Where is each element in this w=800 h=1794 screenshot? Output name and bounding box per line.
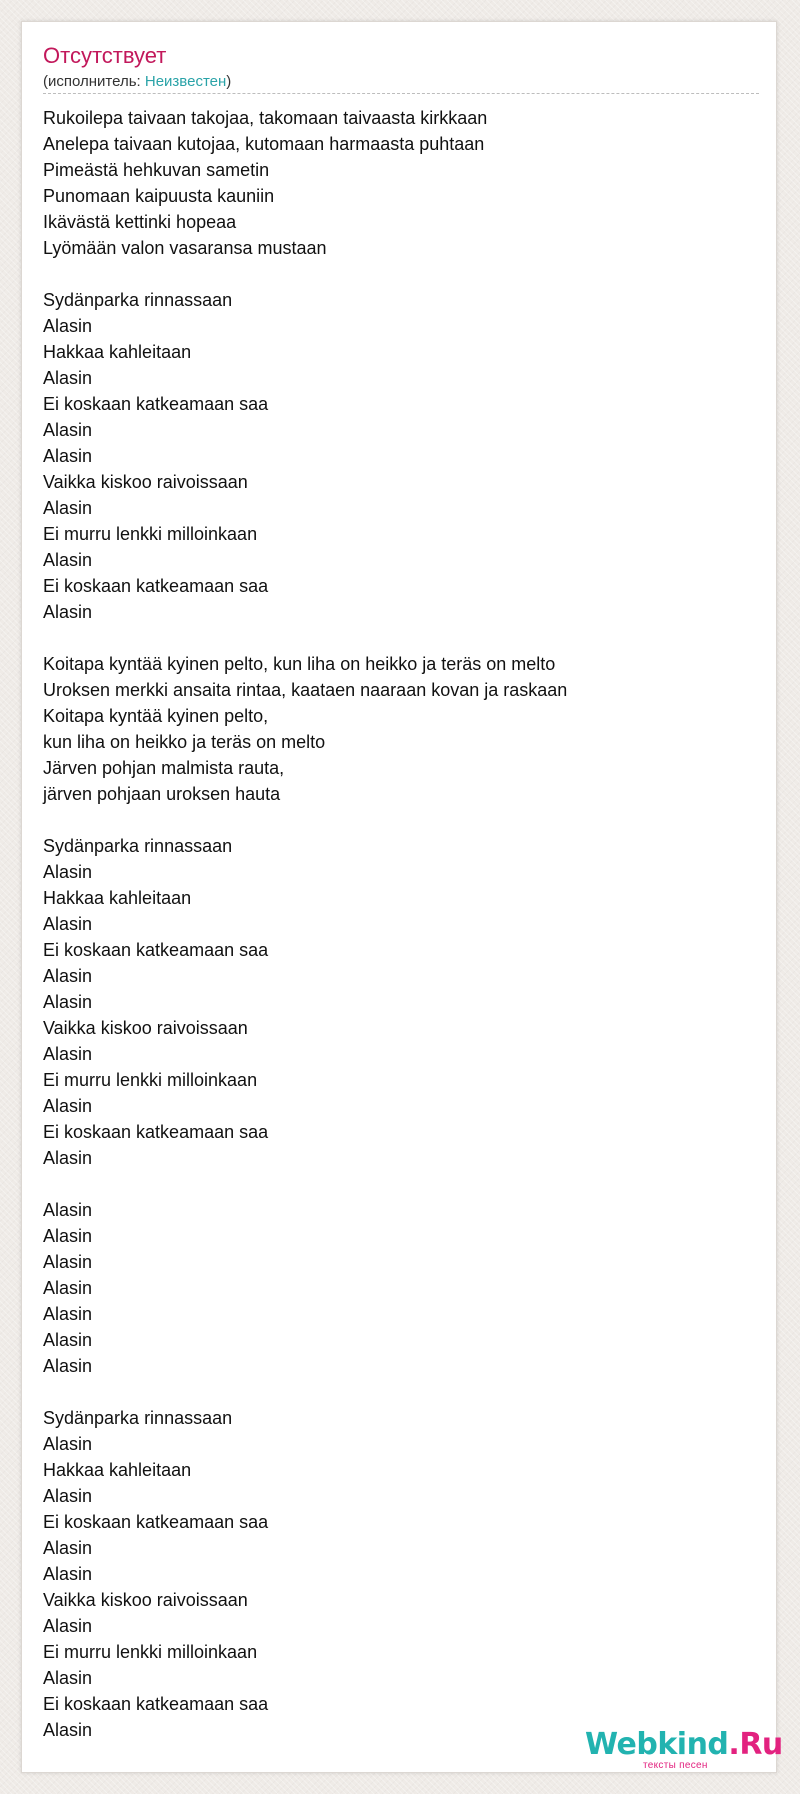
lyric-line: järven pohjaan uroksen hauta [43, 784, 281, 804]
lyrics-stanza [43, 651, 759, 807]
lyric-line: Alasin [43, 1486, 93, 1506]
artist-prefix: (исполнитель: [43, 73, 145, 90]
lyric-line: Alasin [43, 1278, 93, 1298]
lyric-line: Alasin [43, 1304, 93, 1324]
lyrics-card [21, 21, 777, 1773]
lyric-line: Ei koskaan katkeamaan saa [43, 1122, 269, 1142]
lyric-line: Punomaan kaipuusta kauniin [43, 186, 275, 206]
lyric-line: Ei koskaan katkeamaan saa [43, 1694, 269, 1714]
lyric-line: kun liha on heikko ja teräs on melto [43, 732, 326, 752]
artist-suffix: ) [226, 73, 232, 90]
logo-brand: Webkind [585, 1727, 729, 1762]
lyric-line: Alasin [43, 498, 93, 518]
lyric-line: Alasin [43, 550, 93, 570]
artist-link[interactable]: Неизвестен [144, 73, 227, 90]
lyric-line: Alasin [43, 1200, 93, 1220]
logo-tagline: тексты песен [643, 1760, 708, 1771]
logo-tld: Ru [739, 1727, 783, 1762]
lyric-line: Alasin [43, 316, 93, 336]
lyric-line: Rukoilepa taivaan takojaa, takomaan taivaasta kirkkaan [43, 108, 488, 128]
lyric-line: Vaikka kiskoo raivoissaan [43, 1018, 248, 1038]
lyric-line: Ikävästä kettinki hopeaa [43, 212, 237, 232]
lyric-line: Sydänparka rinnassaan [43, 290, 233, 310]
lyric-line: Alasin [43, 1668, 93, 1688]
lyric-line: Koitapa kyntää kyinen pelto, kun liha on heikko ja teräs on melto [43, 654, 556, 674]
lyric-line: Anelepa taivaan kutojaa, kutomaan harmaasta puhtaan [43, 134, 485, 154]
logo-dot: . [728, 1727, 740, 1762]
lyric-line: Ei murru lenkki milloinkaan [43, 1642, 258, 1662]
lyric-line: Alasin [43, 602, 93, 622]
lyric-line: Vaikka kiskoo raivoissaan [43, 1590, 248, 1610]
lyric-line: Koitapa kyntää kyinen pelto, [43, 706, 269, 726]
webkind-logo[interactable] [585, 1727, 783, 1775]
lyric-line: Alasin [43, 992, 93, 1012]
lyric-line: Alasin [43, 1044, 93, 1064]
lyric-line: Ei koskaan katkeamaan saa [43, 394, 269, 414]
lyric-line: Alasin [43, 1616, 93, 1636]
lyric-line: Vaikka kiskoo raivoissaan [43, 472, 248, 492]
lyric-line: Alasin [43, 1356, 93, 1376]
lyric-line: Alasin [43, 1330, 93, 1350]
lyric-line: Alasin [43, 1148, 93, 1168]
lyric-line: Hakkaa kahleitaan [43, 342, 192, 362]
lyric-line: Alasin [43, 1096, 93, 1116]
lyric-line: Hakkaa kahleitaan [43, 888, 192, 908]
lyric-line: Alasin [43, 1434, 93, 1454]
lyric-line: Ei murru lenkki milloinkaan [43, 524, 258, 544]
lyric-line: Alasin [43, 1538, 93, 1558]
lyric-line: Järven pohjan malmista rauta, [43, 758, 285, 778]
lyrics-stanza [43, 105, 759, 261]
lyric-line: Alasin [43, 446, 93, 466]
lyrics-stanza [43, 1405, 759, 1743]
lyrics-body [43, 105, 759, 1743]
lyric-line: Alasin [43, 1720, 93, 1740]
lyric-line: Alasin [43, 862, 93, 882]
lyric-line: Alasin [43, 1226, 93, 1246]
lyric-line: Pimeästä hehkuvan sametin [43, 160, 270, 180]
lyric-line: Uroksen merkki ansaita rintaa, kaataen naaraan kovan ja raskaan [43, 680, 568, 700]
lyric-line: Ei koskaan katkeamaan saa [43, 940, 269, 960]
lyric-line: Alasin [43, 1564, 93, 1584]
lyric-line: Sydänparka rinnassaan [43, 1408, 233, 1428]
lyric-line: Alasin [43, 420, 93, 440]
lyrics-stanza [43, 833, 759, 1171]
logo-wordmark [585, 1727, 783, 1763]
lyric-line: Alasin [43, 914, 93, 934]
lyric-line: Sydänparka rinnassaan [43, 836, 233, 856]
song-title: Отсутствует [43, 43, 167, 68]
artist-line [43, 73, 231, 91]
lyric-line: Hakkaa kahleitaan [43, 1460, 192, 1480]
lyric-line: Ei koskaan katkeamaan saa [43, 1512, 269, 1532]
lyric-line: Ei koskaan katkeamaan saa [43, 576, 269, 596]
lyric-line: Ei murru lenkki milloinkaan [43, 1070, 258, 1090]
title-divider [43, 93, 759, 94]
lyric-line: Lyömään valon vasaransa mustaan [43, 238, 327, 258]
lyric-line: Alasin [43, 1252, 93, 1272]
lyric-line: Alasin [43, 368, 93, 388]
lyrics-stanza [43, 287, 759, 625]
lyrics-stanza [43, 1197, 759, 1379]
lyric-line: Alasin [43, 966, 93, 986]
